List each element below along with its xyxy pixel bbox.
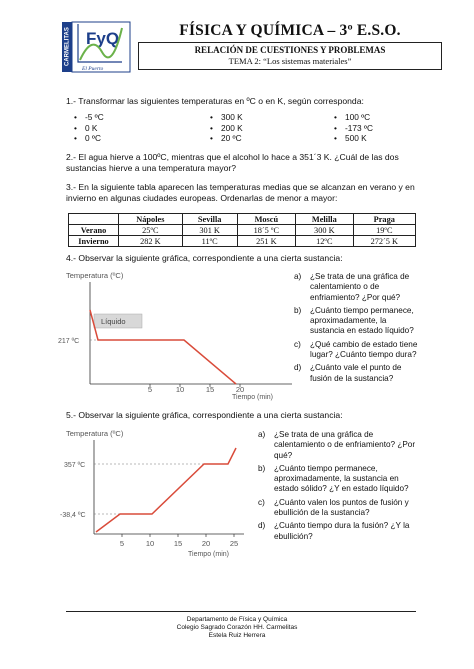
table-header: Moscú <box>237 214 295 225</box>
q1-item: 20 ºC <box>221 133 242 143</box>
graph-ylabel: Temperatura (ºC) <box>66 429 124 438</box>
cooling-graph <box>58 268 300 401</box>
heating-graph <box>60 426 254 562</box>
graph-x-tick: 5 <box>119 539 125 548</box>
item-text: ¿Se trata de una gráfica de calentamiento o de enfriamiento? ¿Por qué? <box>274 430 416 460</box>
graph-y-tick-label: -38,4 ºC <box>60 512 86 519</box>
table-header: Melilla <box>296 214 354 225</box>
q1-item: -5 ºC <box>85 112 104 122</box>
graph-ylabel: Temperatura (ºC) <box>66 271 124 280</box>
subtitle: RELACIÓN DE CUESTIONES Y PROBLEMAS <box>194 45 386 55</box>
table-cell: 11ºC <box>182 236 237 247</box>
graph-xlabel: Tiempo (min) <box>188 551 229 558</box>
item-letter: d) <box>294 363 302 373</box>
q5-item-d <box>258 521 418 542</box>
graph-x-tick: 20 <box>235 385 245 394</box>
item-text: ¿Cuánto tiempo permanece, aproximadamente, la sustancia en estado líquido? <box>310 305 414 336</box>
item-text: ¿Cuánto tiempo dura la fusión? ¿Y la ebullición? <box>274 521 410 541</box>
table-cell: 282 K <box>119 236 183 247</box>
table-cell: 12ºC <box>296 236 354 247</box>
graph-x-tick: 10 <box>175 385 185 394</box>
q4-item-a <box>294 272 418 303</box>
logo-place: El Puerto <box>82 66 104 72</box>
question-1: 1.- Transformar las siguientes temperaturas en ºC o en K, según corresponda: <box>66 96 364 106</box>
q1-item: 0 ºC <box>85 133 101 143</box>
item-text: ¿Cuánto tiempo permanece, aproximadamente, la sustancia en estado sólido? ¿Y en estado líquido? <box>274 463 409 494</box>
q1-col-2: • 300 K • 200 K • 20 ºC <box>210 112 243 143</box>
q1-item: 200 K <box>221 122 243 133</box>
graph-y-tick-label: 217 ºC <box>58 338 80 345</box>
footer-divider <box>66 611 416 612</box>
graph-y-tick-label: 357 ºC <box>64 462 86 469</box>
graph-x-tick: 20 <box>201 539 211 548</box>
footer-line-2: Colegio Sagrado Corazón HH. Carmelitas <box>176 624 298 631</box>
table-cell: 301 K <box>182 225 237 236</box>
item-text: ¿Qué cambio de estado tiene lugar? ¿Cuánto tiempo dura? <box>310 339 418 360</box>
table-cell: Invierno <box>69 236 119 247</box>
q1-item: 500 K <box>345 133 367 143</box>
footer-line-3: Estela Ruiz Herrera <box>208 632 266 639</box>
q1-item: 100 ºC <box>345 112 371 122</box>
q4-item-d <box>294 363 418 384</box>
question-3: 3.- En la siguiente tabla aparecen las temperaturas medias que se alcanzan en verano y en invierno en algunas ciudades europeas. Ordenarlas de menor a mayor: <box>66 182 415 203</box>
question-5: 5.- Observar la siguiente gráfica, correspondiente a una cierta sustancia: <box>66 410 343 420</box>
school-logo <box>62 22 130 72</box>
logo-side-text: CARMELITAS <box>64 27 71 66</box>
table-cell: 18´5 ºC <box>237 225 295 236</box>
graph-box-label: Líquido <box>101 317 126 326</box>
table-header: Praga <box>353 214 415 225</box>
footer-line-1: Departamento de Física y Química <box>186 616 288 623</box>
table-row <box>69 236 416 247</box>
logo-text: FyQ <box>86 29 120 48</box>
topic: TEMA 2: “Los sistemas materiales” <box>228 56 352 66</box>
q5-item-a <box>258 430 418 461</box>
q1-item: 0 K <box>85 122 98 133</box>
q4-item-c <box>294 340 418 361</box>
table-cell: 272´5 K <box>353 236 415 247</box>
table-header: Sevilla <box>182 214 237 225</box>
graph-line <box>96 448 236 532</box>
item-letter: b) <box>294 305 302 315</box>
table-cell: 251 K <box>237 236 295 247</box>
graph-x-tick: 15 <box>173 539 183 548</box>
q5-item-c <box>258 498 418 519</box>
table-header: Nápoles <box>119 214 183 225</box>
item-letter: b) <box>258 463 266 473</box>
temperatures-table <box>68 213 416 247</box>
q4-subquestions <box>294 272 418 384</box>
item-letter: c) <box>294 339 301 349</box>
item-text: ¿Cuánto valen los puntos de fusión y ebullición de la sustancia? <box>274 497 409 518</box>
table-header-row <box>69 214 416 225</box>
item-letter: a) <box>294 272 302 281</box>
q1-col-1: • -5 ºC • 0 K • 0 ºC <box>74 112 104 143</box>
q4-item-b <box>294 306 418 337</box>
q5-subquestions <box>258 430 418 542</box>
table-row <box>69 225 416 236</box>
question-4: 4.- Observar la siguiente gráfica, correspondiente a una cierta sustancia: <box>66 253 343 263</box>
item-letter: c) <box>258 497 265 507</box>
table-cell: 19ºC <box>353 225 415 236</box>
table-cell: 25ºC <box>119 225 183 236</box>
graph-xlabel: Tiempo (min) <box>232 394 273 401</box>
item-text: ¿Se trata de una gráfica de calentamiento o de enfriamiento? ¿Por qué? <box>310 272 410 302</box>
subtitle-box <box>138 42 442 70</box>
item-letter: d) <box>258 521 266 531</box>
item-text: ¿Cuánto vale el punto de fusión de la sustancia? <box>310 363 402 383</box>
question-2: 2.- El agua hierve a 100ºC, mientras que el alcohol lo hace a 351´3 K. ¿Cuál de las dos sustancias hierve a una temperatura mayor? <box>66 152 399 173</box>
graph-x-tick: 10 <box>145 539 155 548</box>
graph-x-tick: 15 <box>205 385 215 394</box>
q5-item-b <box>258 464 418 495</box>
table-header <box>69 214 119 225</box>
graph-x-tick: 5 <box>147 385 153 394</box>
table-cell: 300 K <box>296 225 354 236</box>
graph-x-tick: 25 <box>229 539 239 548</box>
q1-item: 300 K <box>221 112 243 122</box>
q1-item: -173 ºC <box>345 122 373 133</box>
item-letter: a) <box>258 430 266 439</box>
q1-col-3: • 100 ºC • -173 ºC • 500 K <box>334 112 373 143</box>
document-title: FÍSICA Y QUÍMICA – 3º E.S.O. <box>179 22 401 39</box>
table-cell: Verano <box>69 225 119 236</box>
